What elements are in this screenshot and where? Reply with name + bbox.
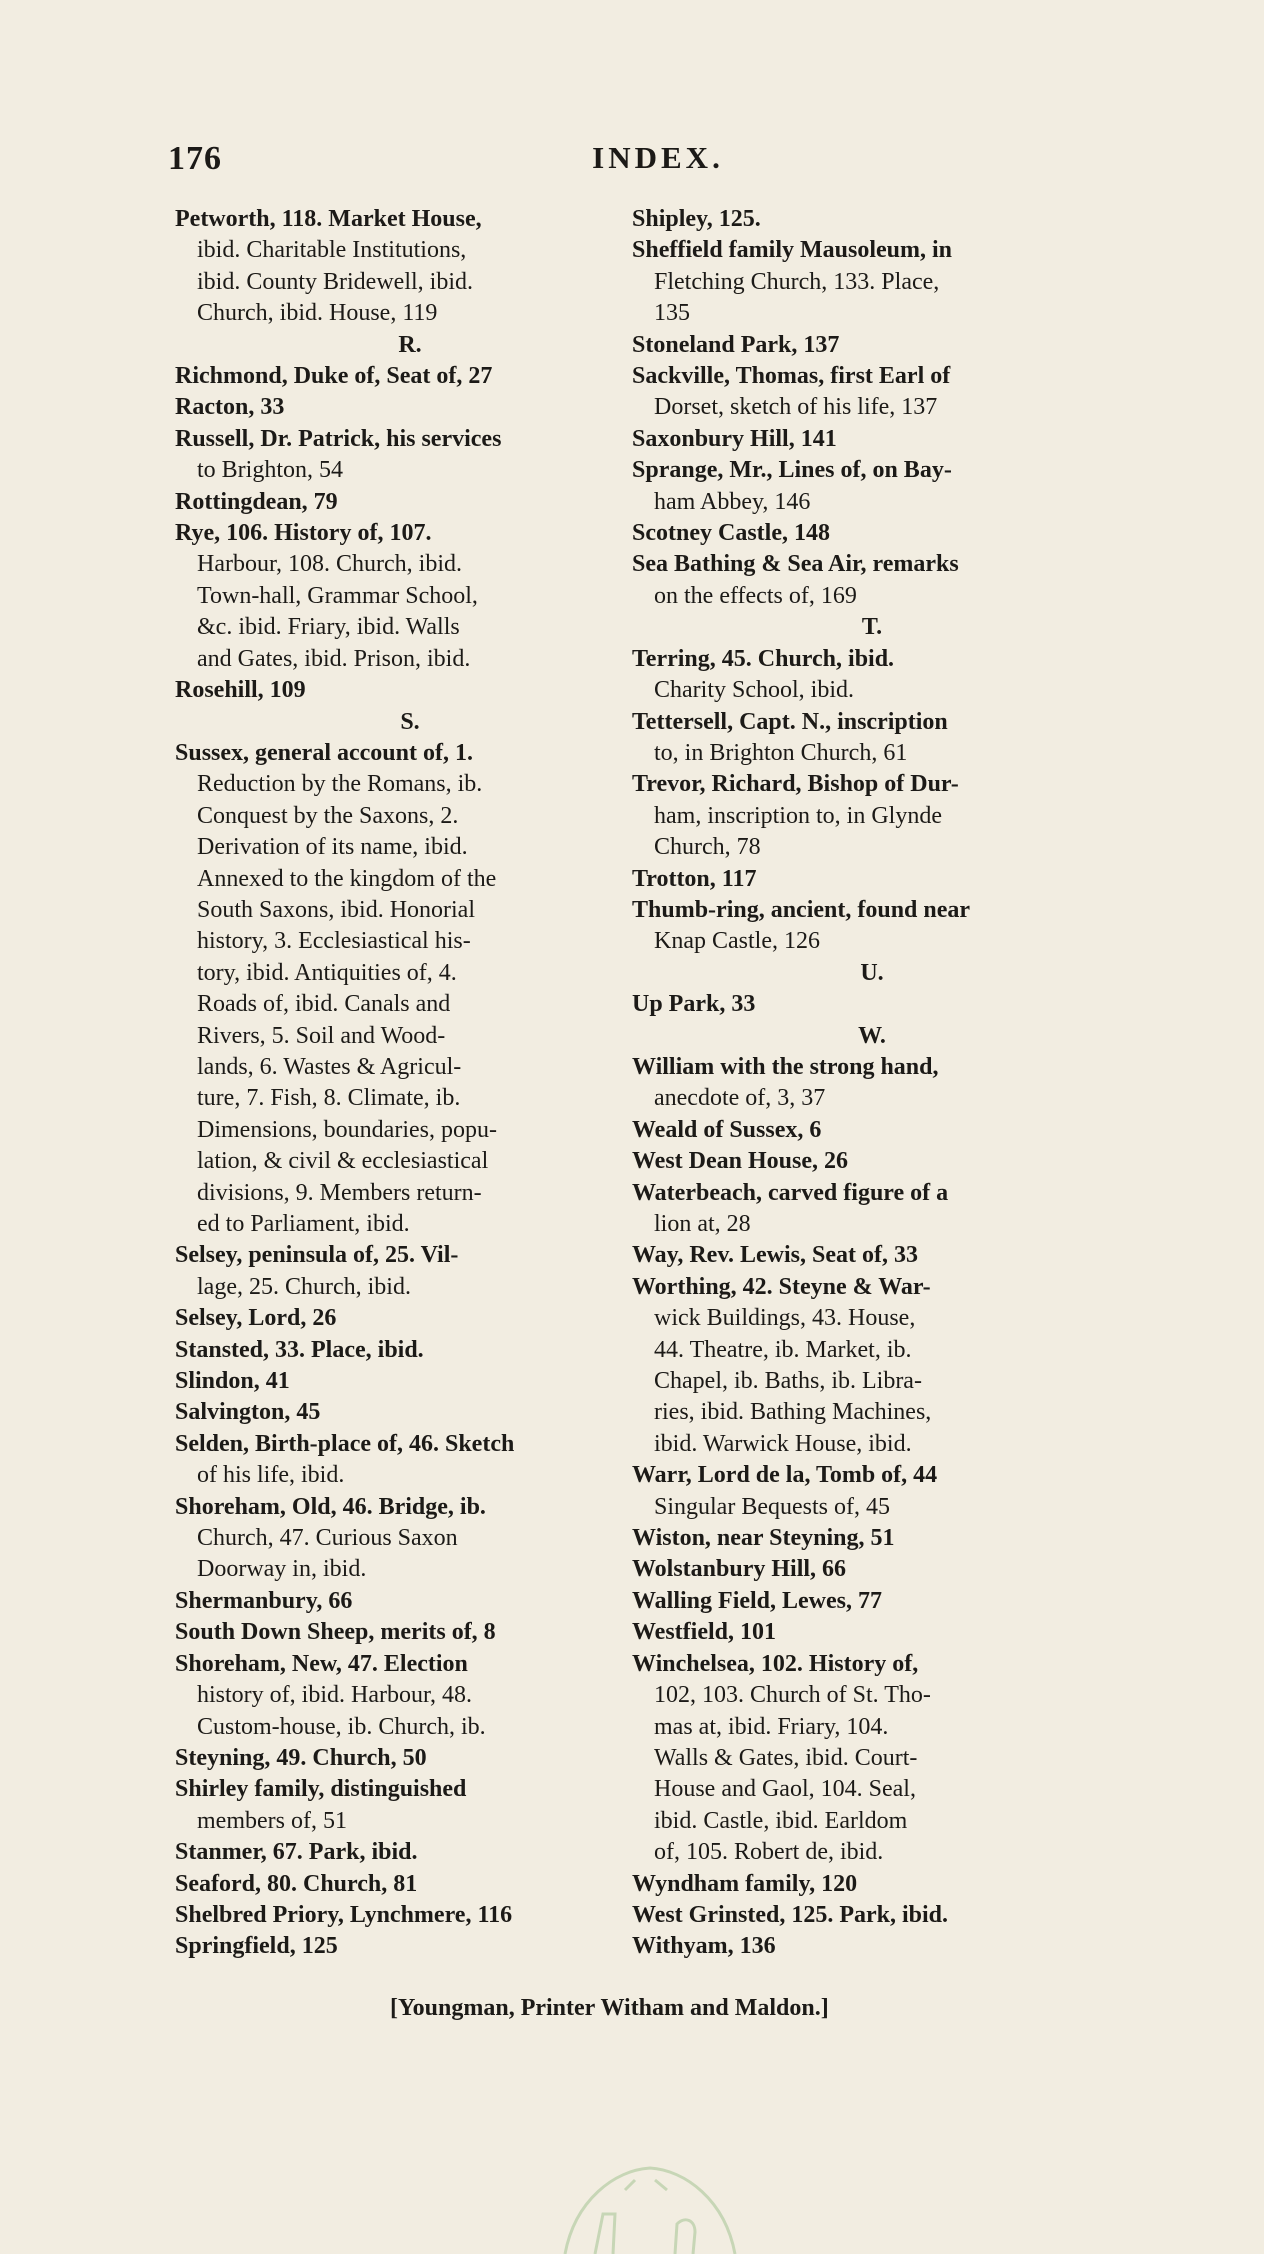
- index-entry-heading: Shirley family, distinguished: [175, 1776, 467, 1803]
- index-entry: [175, 1303, 645, 1334]
- index-entry: [632, 1240, 1112, 1271]
- index-entry-continuation: anecdote of, 3, 37: [654, 1085, 826, 1112]
- index-entry-continuation: Town-hall, Grammar School,: [197, 582, 478, 609]
- index-entry-heading: Sheffield family Mausoleum, in: [632, 237, 953, 264]
- index-entry-heading: Warr, Lord de la, Tomb of, 44: [632, 1462, 938, 1489]
- index-entry-continuation: lion at, 28: [654, 1211, 751, 1237]
- index-entry: [175, 1931, 645, 1962]
- index-entry-heading: Seaford, 80. Church, 81: [175, 1870, 418, 1897]
- index-entry: [632, 1900, 1112, 1931]
- index-entry: [632, 330, 1112, 361]
- index-entry: [175, 1429, 645, 1492]
- index-entry-heading: Selden, Birth-place of, 46. Sketch: [175, 1430, 515, 1457]
- section-letter-s: S.: [400, 708, 420, 735]
- index-entry-heading: Withyam, 136: [632, 1933, 776, 1960]
- index-entry: [175, 204, 645, 330]
- index-entry: [175, 1397, 645, 1428]
- index-entry-continuation: Dimensions, boundaries, popu-: [197, 1116, 497, 1143]
- index-entry-continuation: ture, 7. Fish, 8. Climate, ib.: [197, 1085, 461, 1112]
- index-entry: [632, 1115, 1112, 1146]
- section-letter-r: R.: [398, 331, 422, 358]
- index-entry-heading: Shermanbury, 66: [175, 1587, 353, 1614]
- index-entry: [632, 518, 1112, 549]
- index-entry: [632, 864, 1112, 895]
- index-entry: [632, 1617, 1112, 1648]
- index-column-left: [175, 204, 645, 1963]
- index-entry-continuation: Church, ibid. House, 119: [197, 300, 438, 327]
- index-entry: [175, 1649, 645, 1743]
- index-entry-continuation: 102, 103. Church of St. Tho-: [654, 1682, 931, 1709]
- index-entry: [175, 1869, 645, 1900]
- index-entry-continuation: Derivation of its name, ibid.: [197, 834, 468, 861]
- index-entry-heading: Way, Rev. Lewis, Seat of, 33: [632, 1242, 918, 1269]
- index-entry-continuation: Rivers, 5. Soil and Wood-: [197, 1022, 446, 1049]
- index-entry-continuation: tory, ibid. Antiquities of, 4.: [197, 959, 457, 986]
- index-entry-continuation: Knap Castle, 126: [654, 928, 820, 955]
- index-entry-heading: Racton, 33: [175, 394, 285, 421]
- index-entry-heading: Sprange, Mr., Lines of, on Bay-: [632, 457, 952, 484]
- index-entry-continuation: ed to Parliament, ibid.: [197, 1211, 410, 1237]
- index-entry-continuation: lation, & civil & ecclesiastical: [197, 1148, 489, 1175]
- index-entry: [175, 1837, 645, 1868]
- index-entry-heading: Sackville, Thomas, first Earl of: [632, 363, 951, 390]
- index-entry-heading: Worthing, 42. Steyne & War-: [632, 1273, 931, 1300]
- index-entry-continuation: Harbour, 108. Church, ibid.: [197, 551, 462, 578]
- index-entry-heading: Shelbred Priory, Lynchmere, 116: [175, 1901, 513, 1928]
- index-entry-heading: Stansted, 33. Place, ibid.: [175, 1336, 424, 1363]
- index-entry-heading: South Down Sheep, merits of, 8: [175, 1619, 496, 1646]
- index-entry-continuation: Church, 78: [654, 834, 761, 861]
- index-entry: [175, 1617, 645, 1648]
- index-entry-heading: Rye, 106. History of, 107.: [175, 520, 432, 547]
- index-entry: [632, 707, 1112, 770]
- index-entry-continuation: House and Gaol, 104. Seal,: [654, 1776, 916, 1803]
- index-entry-heading: Wolstanbury Hill, 66: [632, 1556, 847, 1583]
- index-entry: [175, 1492, 645, 1586]
- index-entry: [175, 1900, 645, 1931]
- index-entry-continuation: ries, ibid. Bathing Machines,: [654, 1399, 932, 1426]
- index-entry-continuation: members of, 51: [197, 1807, 347, 1834]
- index-entry-heading: Thumb-ring, ancient, found near: [632, 896, 971, 923]
- index-entry: [175, 361, 645, 392]
- section-letter-w: W.: [858, 1022, 886, 1049]
- index-entry-continuation: ibid. Charitable Institutions,: [197, 237, 467, 264]
- index-entry: [175, 738, 645, 1241]
- index-entry-continuation: mas at, ibid. Friary, 104.: [654, 1713, 889, 1740]
- index-entry-heading: Stanmer, 67. Park, ibid.: [175, 1839, 418, 1866]
- index-entry: [175, 518, 645, 675]
- index-entry-continuation: of his life, ibid.: [197, 1462, 345, 1489]
- printer-imprint: [Youngman, Printer Witham and Maldon.]: [390, 1995, 829, 2021]
- index-entry-continuation: &c. ibid. Friary, ibid. Walls: [197, 614, 460, 641]
- index-entry-heading: Wyndham family, 120: [632, 1870, 858, 1897]
- index-entry-continuation: Charity School, ibid.: [654, 677, 854, 704]
- index-entry-continuation: Conquest by the Saxons, 2.: [197, 802, 459, 829]
- index-entry: [632, 1869, 1112, 1900]
- index-entry: [632, 424, 1112, 455]
- index-entry-heading: Rosehill, 109: [175, 677, 306, 704]
- index-entry: [632, 1178, 1112, 1241]
- index-entry-heading: Weald of Sussex, 6: [632, 1116, 822, 1143]
- section-letter-t: T.: [861, 614, 883, 641]
- index-entry-heading: Richmond, Duke of, Seat of, 27: [175, 363, 493, 390]
- index-entry-heading: Selsey, peninsula of, 25. Vil-: [175, 1242, 459, 1269]
- index-entry: [175, 424, 645, 487]
- index-entry-heading: Westfield, 101: [632, 1619, 776, 1646]
- page-number: 176: [168, 140, 222, 177]
- index-entry-heading: Russell, Dr. Patrick, his services: [175, 425, 502, 452]
- index-entry: [632, 895, 1112, 958]
- index-entry-continuation: Fletching Church, 133. Place,: [654, 268, 940, 295]
- index-entry: [632, 644, 1112, 707]
- index-column-right: [632, 204, 1112, 1963]
- index-entry-continuation: lands, 6. Wastes & Agricul-: [197, 1053, 462, 1080]
- index-entry-continuation: Walls & Gates, ibid. Court-: [654, 1744, 918, 1771]
- index-entry-heading: Slindon, 41: [175, 1368, 290, 1395]
- library-stamp-icon: [555, 2140, 745, 2254]
- index-entry: [632, 1649, 1112, 1869]
- index-entry-continuation: to, in Brighton Church, 61: [654, 739, 908, 766]
- index-entry-continuation: Dorset, sketch of his life, 137: [654, 394, 938, 421]
- index-entry: [632, 1146, 1112, 1177]
- index-entry-continuation: Chapel, ib. Baths, ib. Libra-: [654, 1368, 922, 1395]
- index-entry: [632, 204, 1112, 235]
- index-entry-heading: Salvington, 45: [175, 1399, 321, 1426]
- index-entry: [632, 235, 1112, 329]
- index-entry-continuation: ibid. County Bridewell, ibid.: [197, 268, 473, 295]
- index-entry-continuation: ham, inscription to, in Glynde: [654, 802, 942, 829]
- index-entry: [632, 361, 1112, 424]
- index-entry-heading: William with the strong hand,: [632, 1053, 939, 1080]
- index-entry: [175, 1586, 645, 1617]
- index-entry-continuation: lage, 25. Church, ibid.: [197, 1273, 411, 1300]
- index-entry-heading: Sea Bathing & Sea Air, remarks: [632, 551, 959, 578]
- index-entry-heading: Stoneland Park, 137: [632, 331, 840, 358]
- index-entry-heading: Tettersell, Capt. N., inscription: [632, 708, 948, 735]
- index-entry-heading: Selsey, Lord, 26: [175, 1305, 337, 1332]
- index-entry: [175, 1366, 645, 1397]
- section-letter-u: U.: [860, 959, 884, 986]
- index-entry-continuation: Doorway in, ibid.: [197, 1556, 367, 1583]
- index-entry-continuation: 135: [654, 300, 690, 327]
- index-entry-heading: Rottingdean, 79: [175, 488, 338, 515]
- index-entry-continuation: on the effects of, 169: [654, 582, 857, 609]
- index-entry-heading: Shipley, 125.: [632, 206, 761, 232]
- index-entry: [632, 1586, 1112, 1617]
- index-entry: [175, 1335, 645, 1366]
- running-title: INDEX.: [592, 140, 724, 175]
- index-entry: [632, 1052, 1112, 1115]
- index-entry-continuation: ham Abbey, 146: [654, 488, 811, 515]
- index-entry-continuation: wick Buildings, 43. House,: [654, 1305, 916, 1332]
- index-entry-continuation: divisions, 9. Members return-: [197, 1179, 482, 1206]
- index-entry-heading: Wiston, near Steyning, 51: [632, 1525, 895, 1552]
- index-entry-continuation: Custom-house, ib. Church, ib.: [197, 1713, 486, 1740]
- index-entry-heading: West Grinsted, 125. Park, ibid.: [632, 1901, 949, 1928]
- index-entry-heading: Petworth, 118. Market House,: [175, 206, 482, 232]
- index-entry-heading: Shoreham, Old, 46. Bridge, ib.: [175, 1493, 486, 1520]
- index-entry: [632, 1272, 1112, 1460]
- index-entry: [632, 1523, 1112, 1554]
- index-entry: [632, 455, 1112, 518]
- index-entry: [175, 1774, 645, 1837]
- index-entry-continuation: Church, 47. Curious Saxon: [197, 1525, 458, 1552]
- index-entry-continuation: Reduction by the Romans, ib.: [197, 771, 483, 798]
- index-entry-heading: Scotney Castle, 148: [632, 520, 830, 547]
- index-entry-continuation: to Brighton, 54: [197, 457, 344, 484]
- index-entry-heading: Trevor, Richard, Bishop of Dur-: [632, 771, 959, 798]
- index-entry-continuation: history, 3. Ecclesiastical his-: [197, 928, 471, 955]
- index-entry-heading: Sussex, general account of, 1.: [175, 739, 473, 766]
- index-entry: [632, 549, 1112, 612]
- index-entry-continuation: Singular Bequests of, 45: [654, 1493, 890, 1520]
- index-entry: [175, 487, 645, 518]
- index-entry-continuation: ibid. Warwick House, ibid.: [654, 1430, 912, 1457]
- index-entry-heading: Terring, 45. Church, ibid.: [632, 645, 895, 672]
- index-entry-heading: Springfield, 125: [175, 1933, 338, 1960]
- index-entry: [175, 1743, 645, 1774]
- index-entry-heading: Trotton, 117: [632, 865, 757, 892]
- index-entry-continuation: history of, ibid. Harbour, 48.: [197, 1682, 473, 1709]
- index-entry: [175, 675, 645, 706]
- index-entry-continuation: of, 105. Robert de, ibid.: [654, 1839, 884, 1866]
- index-entry-heading: Up Park, 33: [632, 991, 756, 1018]
- index-entry-continuation: Roads of, ibid. Canals and: [197, 991, 451, 1018]
- page-header: [168, 140, 1178, 180]
- index-entry-heading: Shoreham, New, 47. Election: [175, 1650, 468, 1677]
- index-entry-continuation: and Gates, ibid. Prison, ibid.: [197, 645, 471, 672]
- index-entry: [632, 769, 1112, 863]
- index-entry-heading: Waterbeach, carved figure of a: [632, 1179, 949, 1206]
- index-entry-heading: Steyning, 49. Church, 50: [175, 1744, 427, 1771]
- index-entry: [632, 989, 1112, 1020]
- index-entry: [175, 1240, 645, 1303]
- index-entry: [632, 1931, 1112, 1962]
- index-entry-continuation: 44. Theatre, ib. Market, ib.: [654, 1336, 912, 1363]
- index-entry-heading: Saxonbury Hill, 141: [632, 425, 837, 452]
- index-entry: [632, 1554, 1112, 1585]
- index-entry-continuation: ibid. Castle, ibid. Earldom: [654, 1807, 908, 1834]
- index-entry-heading: West Dean House, 26: [632, 1148, 848, 1175]
- index-entry: [632, 1460, 1112, 1523]
- index-entry-heading: Winchelsea, 102. History of,: [632, 1650, 919, 1677]
- index-entry-heading: Walling Field, Lewes, 77: [632, 1587, 883, 1614]
- index-entry-continuation: Annexed to the kingdom of the: [197, 865, 497, 892]
- index-entry-continuation: South Saxons, ibid. Honorial: [197, 896, 476, 923]
- index-entry: [175, 392, 645, 423]
